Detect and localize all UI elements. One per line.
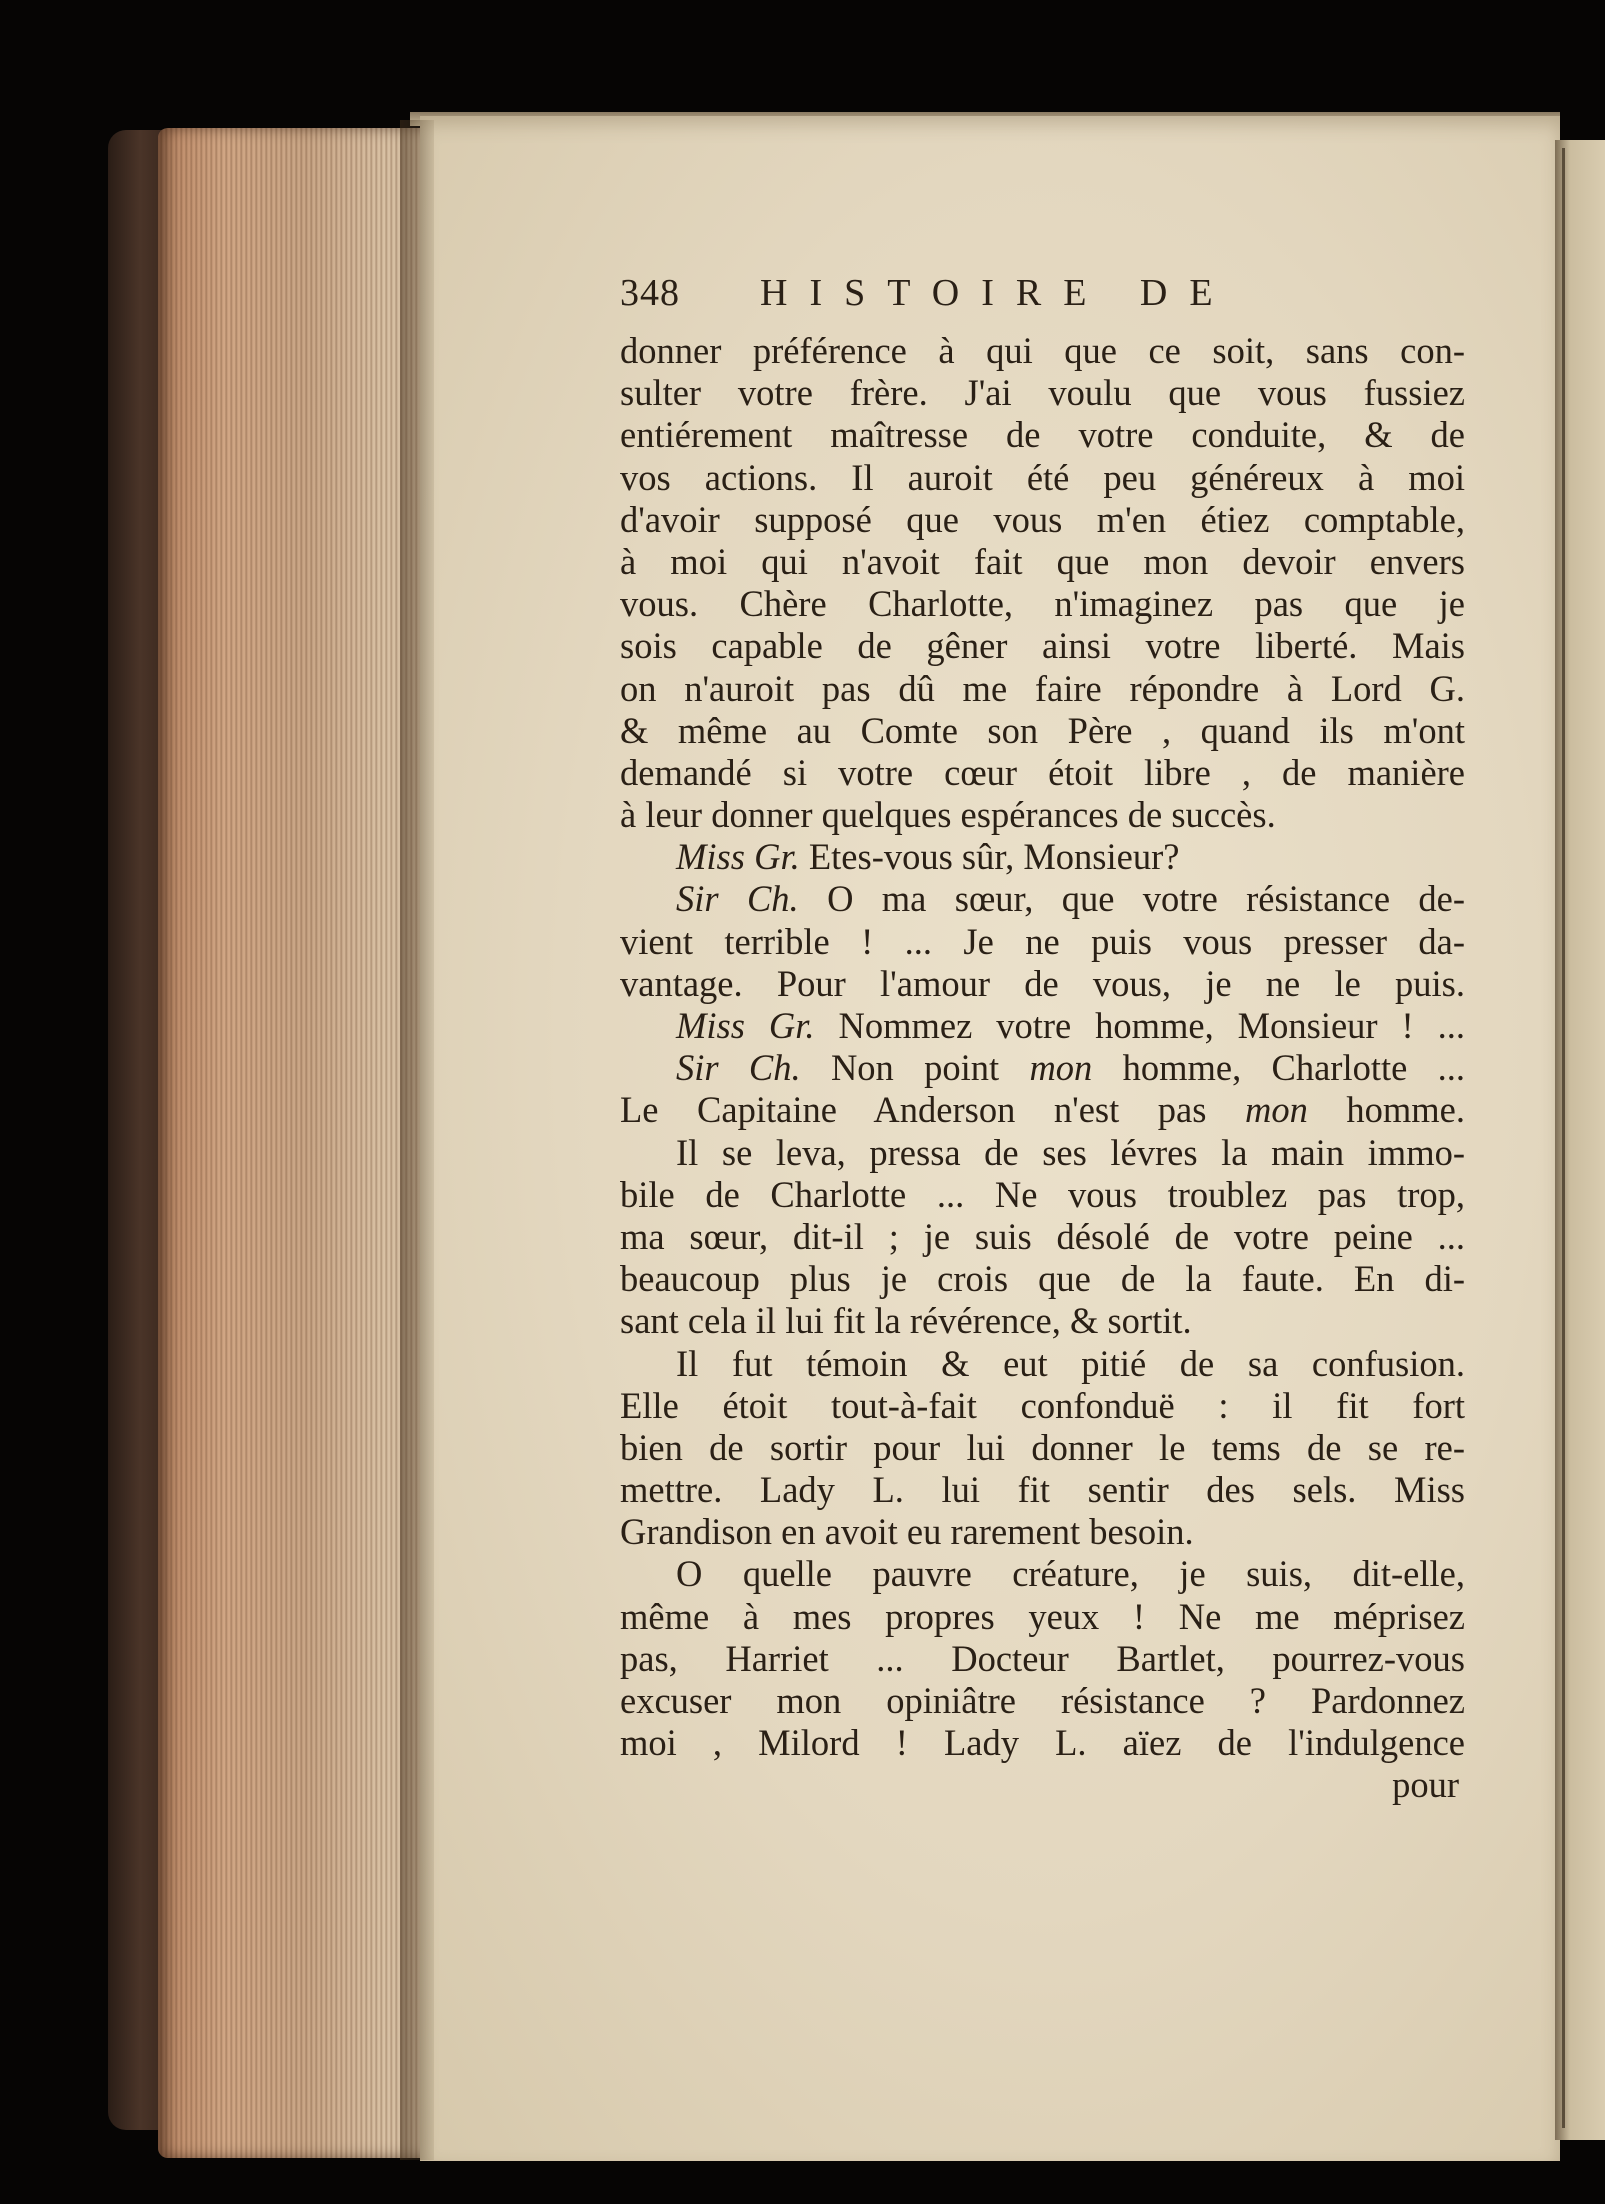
- text-segment: Grandison en avoit eu rarement besoin.: [620, 1511, 1194, 1553]
- text-segment: Non point: [830, 1047, 1030, 1089]
- text-segment: Elle étoit tout-à-fait confonduë : il fit fort: [620, 1384, 1465, 1426]
- text-segment: Etes-vous sûr, Monsieur?: [808, 836, 1180, 878]
- text-segment: O ma sœur, que votre résistance de-: [827, 878, 1466, 920]
- text-segment: homme, Charlotte ...: [1092, 1047, 1465, 1089]
- text-line: [620, 1047, 1465, 1089]
- text-segment: moi , Milord ! Lady L. aïez de l'indulgence: [620, 1722, 1465, 1764]
- text-line: [620, 878, 1465, 920]
- text-line: [620, 1385, 1465, 1427]
- text-segment: à leur donner quelques espérances de succès.: [620, 794, 1276, 836]
- text-segment: & même au Comte son Père , quand ils m'ont: [620, 709, 1465, 751]
- text-segment: sois capable de gêner ainsi votre liberté. Mais: [620, 625, 1465, 667]
- page-number: 348: [620, 272, 680, 314]
- speaker-name: Sir Ch.: [676, 878, 799, 920]
- text-line: [620, 414, 1465, 456]
- text-line: [620, 1469, 1465, 1511]
- text-line: [620, 1300, 1465, 1342]
- text-segment: d'avoir supposé que vous m'en étiez comptable,: [620, 498, 1465, 540]
- text-segment: vantage. Pour l'amour de vous, je ne le puis.: [620, 962, 1465, 1004]
- emphasis: mon: [1245, 1089, 1308, 1131]
- text-line: [620, 583, 1465, 625]
- text-segment: beaucoup plus je crois que de la faute. En di-: [620, 1258, 1465, 1300]
- text-line: [620, 1174, 1465, 1216]
- text-line: [620, 1680, 1465, 1722]
- text-line: [620, 1553, 1465, 1595]
- catchword: pour: [1392, 1764, 1459, 1806]
- text-line: [620, 1427, 1465, 1469]
- text-segment: demandé si votre cœur étoit libre , de manière: [620, 751, 1465, 793]
- emphasis: mon: [1029, 1047, 1093, 1089]
- text-line: [620, 794, 1465, 836]
- text-line: [620, 499, 1465, 541]
- text-segment: Le Capitaine Anderson n'est pas: [620, 1089, 1245, 1131]
- text-line: [620, 1343, 1465, 1385]
- text-line: [620, 330, 1465, 372]
- body-text: [620, 330, 1465, 1764]
- page-text: [620, 272, 1465, 1806]
- text-segment: même à mes propres yeux ! Ne me méprisez: [620, 1595, 1465, 1637]
- text-line: [620, 963, 1465, 1005]
- gutter-shadow: [400, 120, 434, 2160]
- text-line: [620, 752, 1465, 794]
- speaker-name: Miss Gr.: [676, 836, 800, 878]
- running-title: HISTOIRE DE: [760, 272, 1235, 314]
- text-segment: donner préférence à qui que ce soit, sans con-: [620, 330, 1465, 371]
- text-line: [620, 1596, 1465, 1638]
- text-line: [620, 625, 1465, 667]
- text-segment: entiérement maîtresse de votre conduite, & de: [620, 414, 1465, 456]
- text-segment: excuser mon opiniâtre résistance ? Pardonnez: [620, 1680, 1465, 1721]
- speaker-name: Sir Ch.: [676, 1047, 801, 1089]
- text-line: [620, 668, 1465, 710]
- text-line: [620, 541, 1465, 583]
- text-segment: Nommez votre homme, Monsieur ! ...: [838, 1005, 1465, 1046]
- text-line: [620, 457, 1465, 499]
- text-segment: vient terrible ! ... Je ne puis vous presser da-: [620, 920, 1465, 962]
- text-line: [620, 1132, 1465, 1174]
- text-line: [620, 710, 1465, 752]
- text-line: [620, 1216, 1465, 1258]
- page-header: [620, 272, 1465, 330]
- text-line: [620, 1005, 1465, 1047]
- text-segment: sant cela il lui fit la révérence, & sortit.: [620, 1300, 1192, 1342]
- page-edges-stack: [158, 128, 426, 2158]
- text-segment: Il se leva, pressa de ses lévres la main immo-: [676, 1131, 1465, 1173]
- text-segment: pas, Harriet ... Docteur Bartlet, pourrez-vous: [620, 1637, 1465, 1679]
- text-segment: vous. Chère Charlotte, n'imaginez pas que je: [620, 583, 1465, 625]
- text-line: [620, 1089, 1465, 1131]
- text-segment: Il fut témoin & eut pitié de sa confusion.: [676, 1342, 1465, 1384]
- text-line: [620, 1638, 1465, 1680]
- text-line: [620, 836, 1465, 878]
- text-segment: vos actions. Il auroit été peu généreux à moi: [620, 456, 1465, 498]
- text-segment: à moi qui n'avoit fait que mon devoir envers: [620, 540, 1465, 582]
- text-line: [620, 1722, 1465, 1764]
- text-segment: mettre. Lady L. lui fit sentir des sels. Miss: [620, 1469, 1465, 1511]
- text-segment: homme.: [1307, 1089, 1466, 1131]
- text-line: [620, 921, 1465, 963]
- text-segment: O quelle pauvre créature, je suis, dit-elle,: [676, 1553, 1465, 1595]
- text-segment: bile de Charlotte ... Ne vous troublez pas trop,: [620, 1173, 1465, 1215]
- text-segment: bien de sortir pour lui donner le tems de se re-: [620, 1426, 1465, 1468]
- text-segment: ma sœur, dit-il ; je suis désolé de votre peine ...: [620, 1215, 1465, 1257]
- text-segment: on n'auroit pas dû me faire répondre à Lord G.: [620, 667, 1465, 709]
- text-segment: sulter votre frère. J'ai voulu que vous fussiez: [620, 372, 1465, 414]
- speaker-name: Miss Gr.: [676, 1005, 815, 1046]
- text-line: [620, 1258, 1465, 1300]
- text-line: [620, 372, 1465, 414]
- facing-page-shadow-line: [1562, 148, 1565, 2128]
- text-line: [620, 1511, 1465, 1553]
